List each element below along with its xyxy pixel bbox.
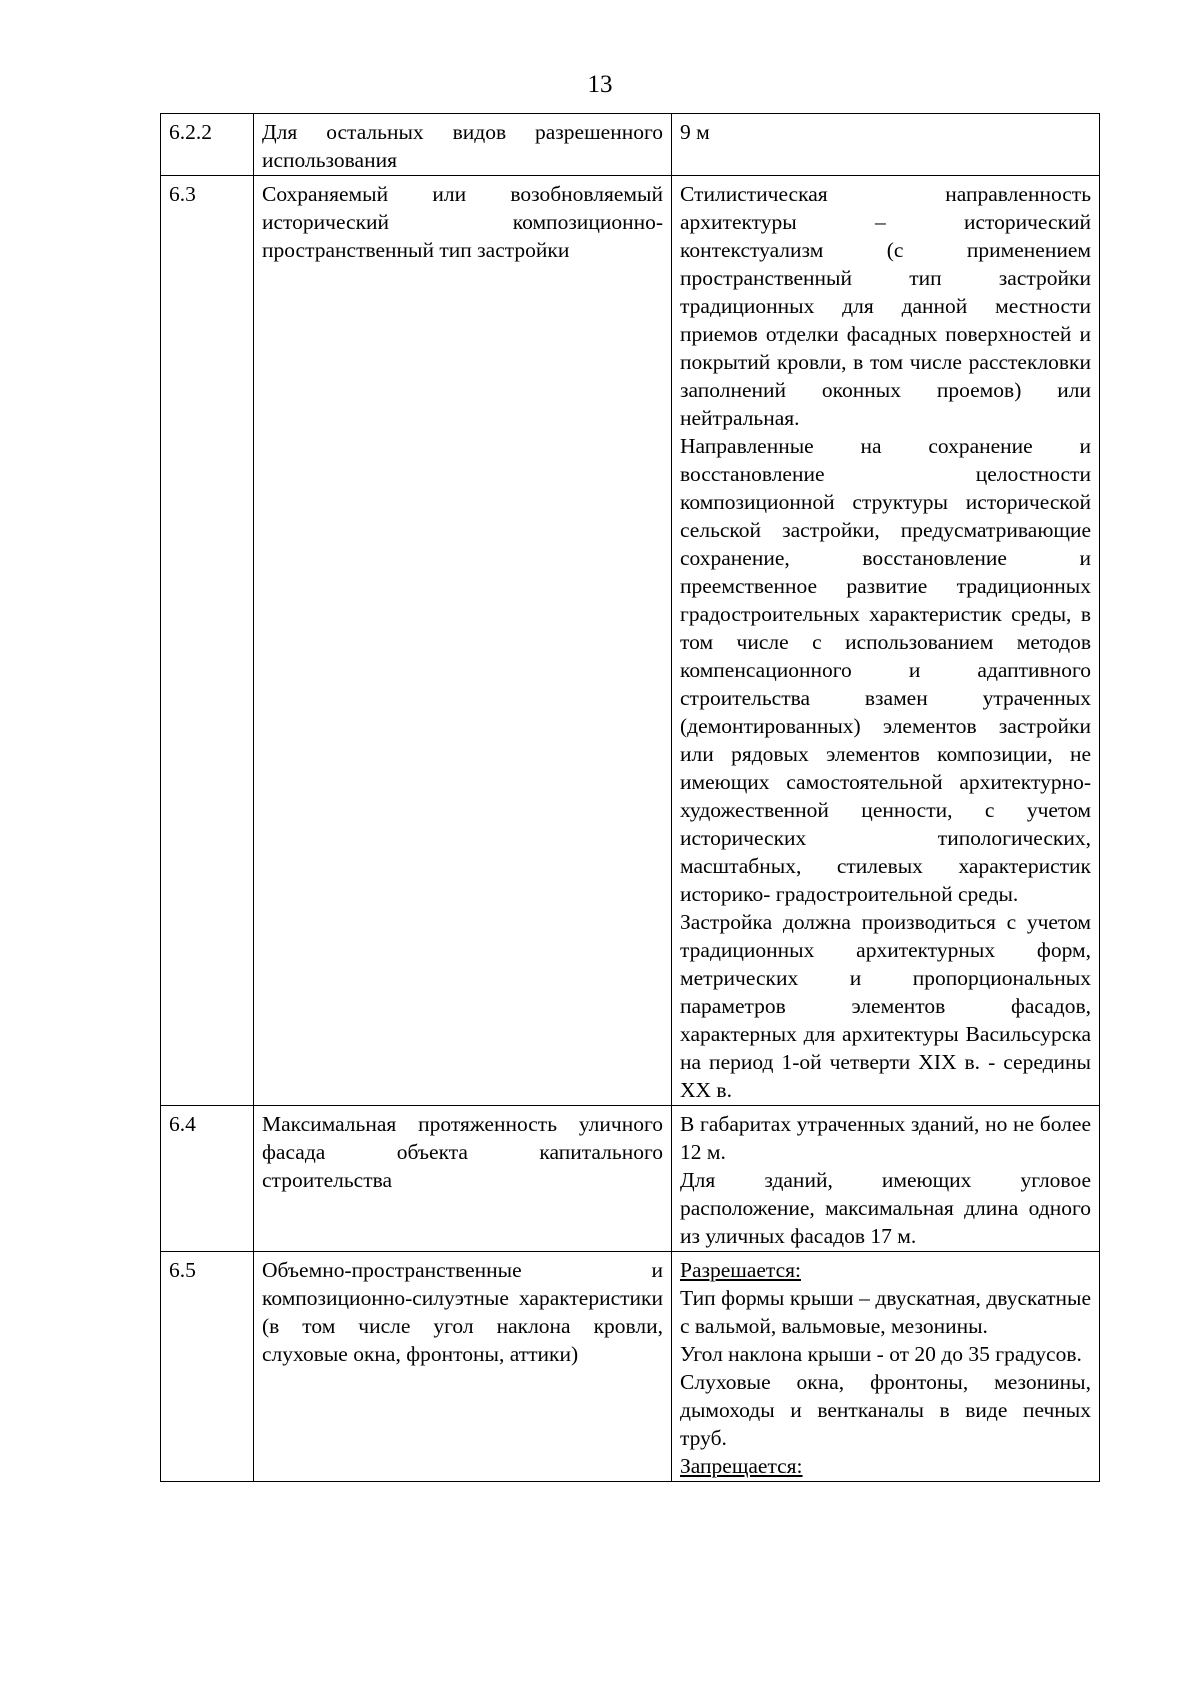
parameter-name: Для остальных видов разрешенного использования (254, 114, 672, 176)
prohibited-heading: Запрещается: (680, 1454, 803, 1478)
table-row (161, 176, 1100, 1106)
value-paragraph: Для зданий, имеющих угловое расположение, максимальная длина одного из уличных фасадов 17 м. (680, 1168, 1091, 1248)
row-number: 6.4 (161, 1106, 254, 1252)
table-row (161, 114, 1100, 176)
value-paragraph: Угол наклона крыши - от 20 до 35 градусов. (680, 1342, 1082, 1366)
row-number: 6.3 (161, 176, 254, 1106)
value-paragraph: Слуховые окна, фронтоны, мезонины, дымоходы и вентканалы в виде печных труб. (680, 1370, 1091, 1450)
row-number: 6.2.2 (161, 114, 254, 176)
parameter-name: Сохраняемый или возобновляемый исторический композиционно- пространственный тип застройки (254, 176, 672, 1106)
parameter-value (672, 1106, 1100, 1252)
value-paragraph: Застройка должна производиться с учетом традиционных архитектурных форм, метрических и пропорциональных параметров элементов фасадов, характерных для архитектуры Васильсурска на период 1-ой четверти XIX в. - середины XX в. (680, 910, 1091, 1102)
parameter-value (672, 114, 1100, 176)
value-paragraph: В габаритах утраченных зданий, но не более 12 м. (680, 1112, 1091, 1164)
parameter-value (672, 176, 1100, 1106)
value-paragraph: Стилистическая направленность архитектуры – исторический контекстуализм (с применением пространственный тип застройки традиционных для данной местности приемов отделки фасадных поверхностей и покрытий кровли, в том числе расстекловки заполнений оконных проемов) или нейтральная. (680, 182, 1091, 430)
table-row (161, 1106, 1100, 1252)
regulations-table (160, 113, 1100, 1482)
value-paragraph: Направленные на сохранение и восстановление целостности композиционной структуры исторической сельской застройки, предусматривающие сохранение, восстановление и преемственное развитие традиционных градостроительных характеристик среды, в том числе с использованием методов компенсационного и адаптивного строительства взамен утраченных (демонтированных) элементов застройки или рядовых элементов композиции, не имеющих самостоятельной архитектурно-художественной ценности, с учетом исторических типологических, масштабных, стилевых характеристик историко- градостроительной среды. (680, 434, 1091, 906)
page-number: 13 (587, 71, 613, 98)
value-paragraph: Тип формы крыши – двускатная, двускатные с вальмой, вальмовые, мезонины. (680, 1286, 1091, 1338)
value-paragraph: 9 м (680, 120, 710, 144)
parameter-name: Максимальная протяженность уличного фасада объекта капитального строительства (254, 1106, 672, 1252)
parameter-value (672, 1252, 1100, 1482)
row-number: 6.5 (161, 1252, 254, 1482)
allowed-heading: Разрешается: (680, 1258, 801, 1282)
table-row (161, 1252, 1100, 1482)
parameter-name: Объемно-пространственные и композиционно-силуэтные характеристики (в том числе угол наклона кровли, слуховые окна, фронтоны, аттики) (254, 1252, 672, 1482)
